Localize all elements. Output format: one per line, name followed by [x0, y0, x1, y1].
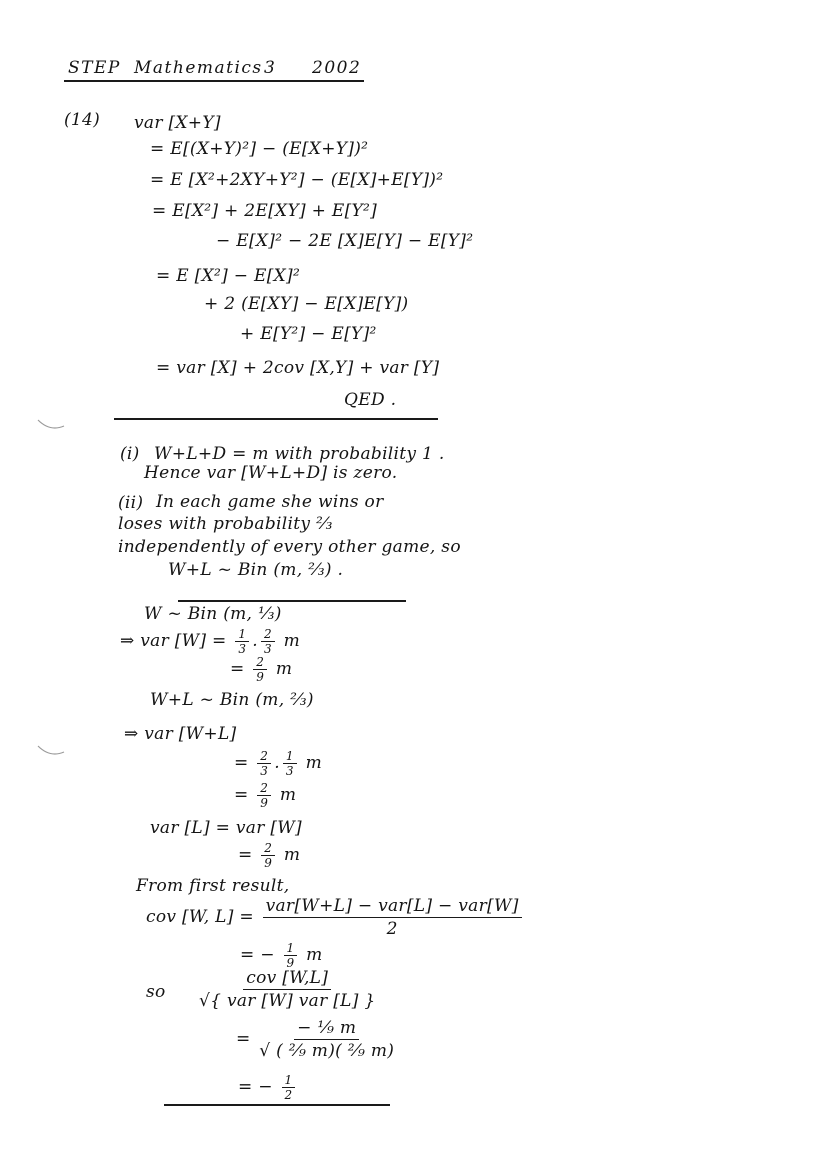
part-ii-line-2: loses with probability ⅔: [118, 514, 333, 534]
fraction-numerator: cov [W,L]: [243, 968, 331, 990]
cov-line: [146, 896, 525, 939]
part-i-line-1: W+L+D = m with probability 1 .: [154, 444, 445, 464]
cov-result-fraction: [284, 942, 298, 969]
from-first-result: From first result,: [136, 876, 290, 896]
var-w-fraction-2: [261, 628, 275, 655]
section-divider: [114, 418, 438, 420]
correlation-fraction: [199, 968, 376, 1011]
var-l-result-suffix: m: [283, 845, 301, 865]
var-w-fraction-1: [235, 628, 249, 655]
fraction-numerator: 1: [283, 750, 297, 764]
cov-prefix: cov [W, L] =: [146, 907, 254, 927]
fraction-numerator: var[W+L] − var[L] − var[W]: [263, 896, 522, 918]
var-wl-result-fraction: [257, 782, 271, 809]
fraction-numerator: 1: [284, 942, 298, 956]
part-i-line-2: Hence var [W+L+D] is zero.: [144, 463, 398, 483]
correlation-step: [236, 1018, 397, 1061]
equals-sign: =: [230, 659, 245, 679]
q14-line-2: = E[(X+Y)²] − (E[X+Y])²: [150, 139, 369, 159]
q14-line-5: − E[X]² − 2E [X]E[Y] − E[Y]²: [216, 231, 474, 251]
qed-mark: QED .: [344, 390, 397, 410]
fraction-denominator: 3: [263, 642, 272, 656]
var-wl-line: ⇒ var [W+L]: [124, 724, 237, 744]
part-ii-line-3: independently of every other game, so: [118, 537, 461, 557]
fraction-denominator: 9: [264, 856, 273, 870]
var-w-line: ⇒ var [W] = $\frac{1}{3}$ . $\frac{2}{3}$ m: [120, 627, 301, 656]
correlation-expression: [196, 968, 379, 1011]
fraction-numerator: 2: [257, 750, 271, 764]
cov-fraction: [263, 896, 522, 939]
fraction-numerator: 2: [261, 842, 275, 856]
var-wl-fraction-1: [257, 750, 271, 777]
punch-hole-mark-icon: [36, 742, 66, 758]
var-wl-fraction-2: [283, 750, 297, 777]
q14-line-1: var [X+Y]: [134, 113, 221, 133]
equals-sign: =: [236, 1029, 251, 1049]
question-number: (14): [64, 110, 101, 130]
header-underline: [64, 80, 364, 82]
correlation-final: [238, 1074, 298, 1101]
var-w-result-fraction: [253, 656, 267, 683]
final-prefix: = −: [238, 1077, 273, 1097]
fraction-numerator: 2: [257, 782, 271, 796]
part-ii-underline: [178, 600, 406, 602]
q14-line-8: + E[Y²] − E[Y]²: [240, 324, 377, 344]
fraction-denominator: 3: [285, 764, 294, 778]
punch-hole-mark-icon: [36, 416, 66, 432]
var-l-result-fraction: [261, 842, 275, 869]
var-l-result: [238, 842, 300, 869]
fraction-numerator: 1: [282, 1074, 296, 1088]
fraction-denominator: 9: [256, 670, 265, 684]
fraction-numerator: − ⅑ m: [294, 1018, 359, 1040]
equals-sign: =: [234, 785, 249, 805]
var-w-suffix: m: [283, 631, 301, 651]
q14-line-9: = var [X] + 2cov [X,Y] + var [Y]: [156, 358, 440, 378]
final-fraction: [282, 1074, 296, 1101]
so-word: so: [146, 982, 166, 1002]
cov-result-suffix: m: [306, 945, 323, 965]
equals-sign: =: [238, 845, 253, 865]
part-ii-line-4: W+L ~ Bin (m, ⅔) .: [168, 560, 344, 580]
w-distribution: W ~ Bin (m, ⅓): [144, 604, 282, 624]
part-ii-label: (ii): [118, 493, 144, 513]
fraction-denominator: √ ( ²⁄₉ m)( ²⁄₉ m): [259, 1041, 395, 1061]
wl-distribution: W+L ~ Bin (m, ⅔): [150, 690, 314, 710]
fraction-denominator: 2: [284, 1088, 293, 1102]
header-exam: STEP: [68, 58, 121, 78]
fraction-denominator: 2: [386, 919, 398, 939]
var-wl-suffix: m: [305, 753, 322, 773]
part-ii-line-1: In each game she wins or: [156, 492, 384, 512]
q14-line-3: = E [X²+2XY+Y²] − (E[X]+E[Y])²: [150, 170, 444, 190]
header-subject: Mathematics: [134, 58, 263, 78]
fraction-numerator: 2: [253, 656, 267, 670]
var-wl-step: = $\frac{2}{3}$ . $\frac{1}{3}$ m: [234, 749, 322, 778]
bottom-rule: [164, 1104, 390, 1106]
cov-result-prefix: = −: [240, 945, 275, 965]
fraction-denominator: 9: [286, 956, 295, 970]
header-year: 2002: [312, 58, 362, 78]
q14-line-4: = E[X²] + 2E[XY] + E[Y²]: [152, 201, 378, 221]
var-wl-result-suffix: m: [279, 785, 297, 805]
fraction-denominator: √{ var [W] var [L] }: [199, 991, 376, 1011]
part-i-label: (i): [120, 444, 140, 464]
var-l-line: var [L] = var [W]: [150, 818, 302, 838]
fraction-denominator: 3: [260, 764, 269, 778]
q14-line-6: = E [X²] − E[X]²: [156, 266, 301, 286]
header-paper: 3: [264, 58, 277, 78]
var-w-result: [230, 656, 292, 683]
fraction-denominator: 3: [238, 642, 247, 656]
fraction-numerator: 1: [235, 628, 249, 642]
fraction-denominator: 9: [260, 796, 269, 810]
var-wl-result: [234, 782, 296, 809]
fraction-numerator: 2: [261, 628, 275, 642]
equals-sign: =: [234, 753, 249, 773]
var-w-result-suffix: m: [275, 659, 293, 679]
q14-line-7: + 2 (E[XY] − E[X]E[Y]): [204, 294, 409, 314]
cov-result: [240, 942, 323, 969]
correlation-step-fraction: [259, 1018, 394, 1061]
var-w-prefix: ⇒ var [W] =: [120, 631, 227, 651]
